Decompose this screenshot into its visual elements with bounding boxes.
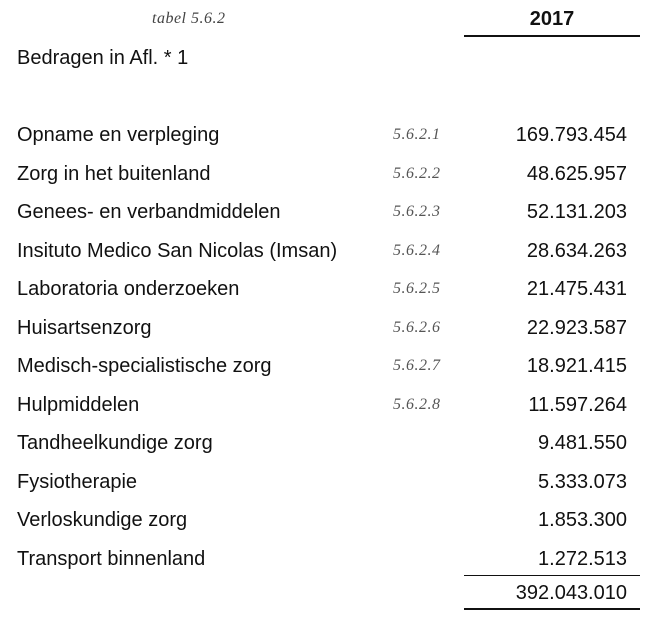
row-amount: 1.853.300 <box>538 509 627 531</box>
row-reference: 5.6.2.3 <box>393 203 441 220</box>
row-reference: 5.6.2.4 <box>393 241 441 259</box>
row-label: Laboratoria onderzoeken <box>17 278 240 300</box>
table-row <box>0 271 668 310</box>
row-label: Genees- en verbandmiddelen <box>17 201 281 223</box>
row-label: Zorg in het buitenland <box>17 162 211 185</box>
row-label: Medisch-specialistische zorg <box>17 355 272 377</box>
table-subtitle: Bedragen in Afl. * 1 <box>17 47 189 69</box>
row-reference: 5.6.2.5 <box>393 280 441 297</box>
row-label: Fysiotherapie <box>17 470 138 493</box>
table-row <box>0 425 668 464</box>
table-body <box>0 117 668 579</box>
table-row <box>0 387 668 426</box>
total-amount: 392.043.010 <box>515 582 627 604</box>
table-row <box>0 233 668 272</box>
row-reference: 5.6.2.6 <box>393 318 441 336</box>
row-amount: 52.131.203 <box>526 201 627 223</box>
row-reference: 5.6.2.8 <box>393 395 441 413</box>
row-amount: 5.333.073 <box>538 470 627 493</box>
row-label: Hulpmiddelen <box>17 393 140 416</box>
total-rule-top <box>464 575 640 576</box>
row-amount: 21.475.431 <box>526 278 627 300</box>
table-row <box>0 502 668 541</box>
row-reference: 5.6.2.2 <box>393 164 441 182</box>
table-row <box>0 156 668 195</box>
table-row <box>0 310 668 349</box>
row-label: Transport binnenland <box>17 547 206 570</box>
row-amount: 22.923.587 <box>526 316 627 339</box>
table-reference: tabel 5.6.2 <box>152 10 226 27</box>
table-row <box>0 541 668 580</box>
row-amount: 9.481.550 <box>538 432 627 454</box>
row-amount: 48.625.957 <box>526 162 627 185</box>
table-row <box>0 464 668 503</box>
row-amount: 1.272.513 <box>538 547 627 570</box>
row-label: Verloskundige zorg <box>17 509 188 531</box>
total-rule-bottom <box>464 608 640 610</box>
table-row <box>0 117 668 156</box>
row-label: Insituto Medico San Nicolas (Imsan) <box>17 239 338 262</box>
row-reference: 5.6.2.7 <box>393 357 441 374</box>
table-row <box>0 194 668 233</box>
table-row <box>0 348 668 387</box>
row-label: Huisartsenzorg <box>17 316 152 339</box>
row-reference: 5.6.2.1 <box>393 126 441 143</box>
row-amount: 169.793.454 <box>515 124 627 146</box>
year-header-rule <box>464 35 640 37</box>
year-header: 2017 <box>529 8 575 30</box>
row-amount: 11.597.264 <box>528 393 627 416</box>
row-amount: 18.921.415 <box>526 355 627 377</box>
row-label: Tandheelkundige zorg <box>17 432 213 454</box>
row-amount: 28.634.263 <box>526 239 627 262</box>
row-label: Opname en verpleging <box>17 124 220 146</box>
